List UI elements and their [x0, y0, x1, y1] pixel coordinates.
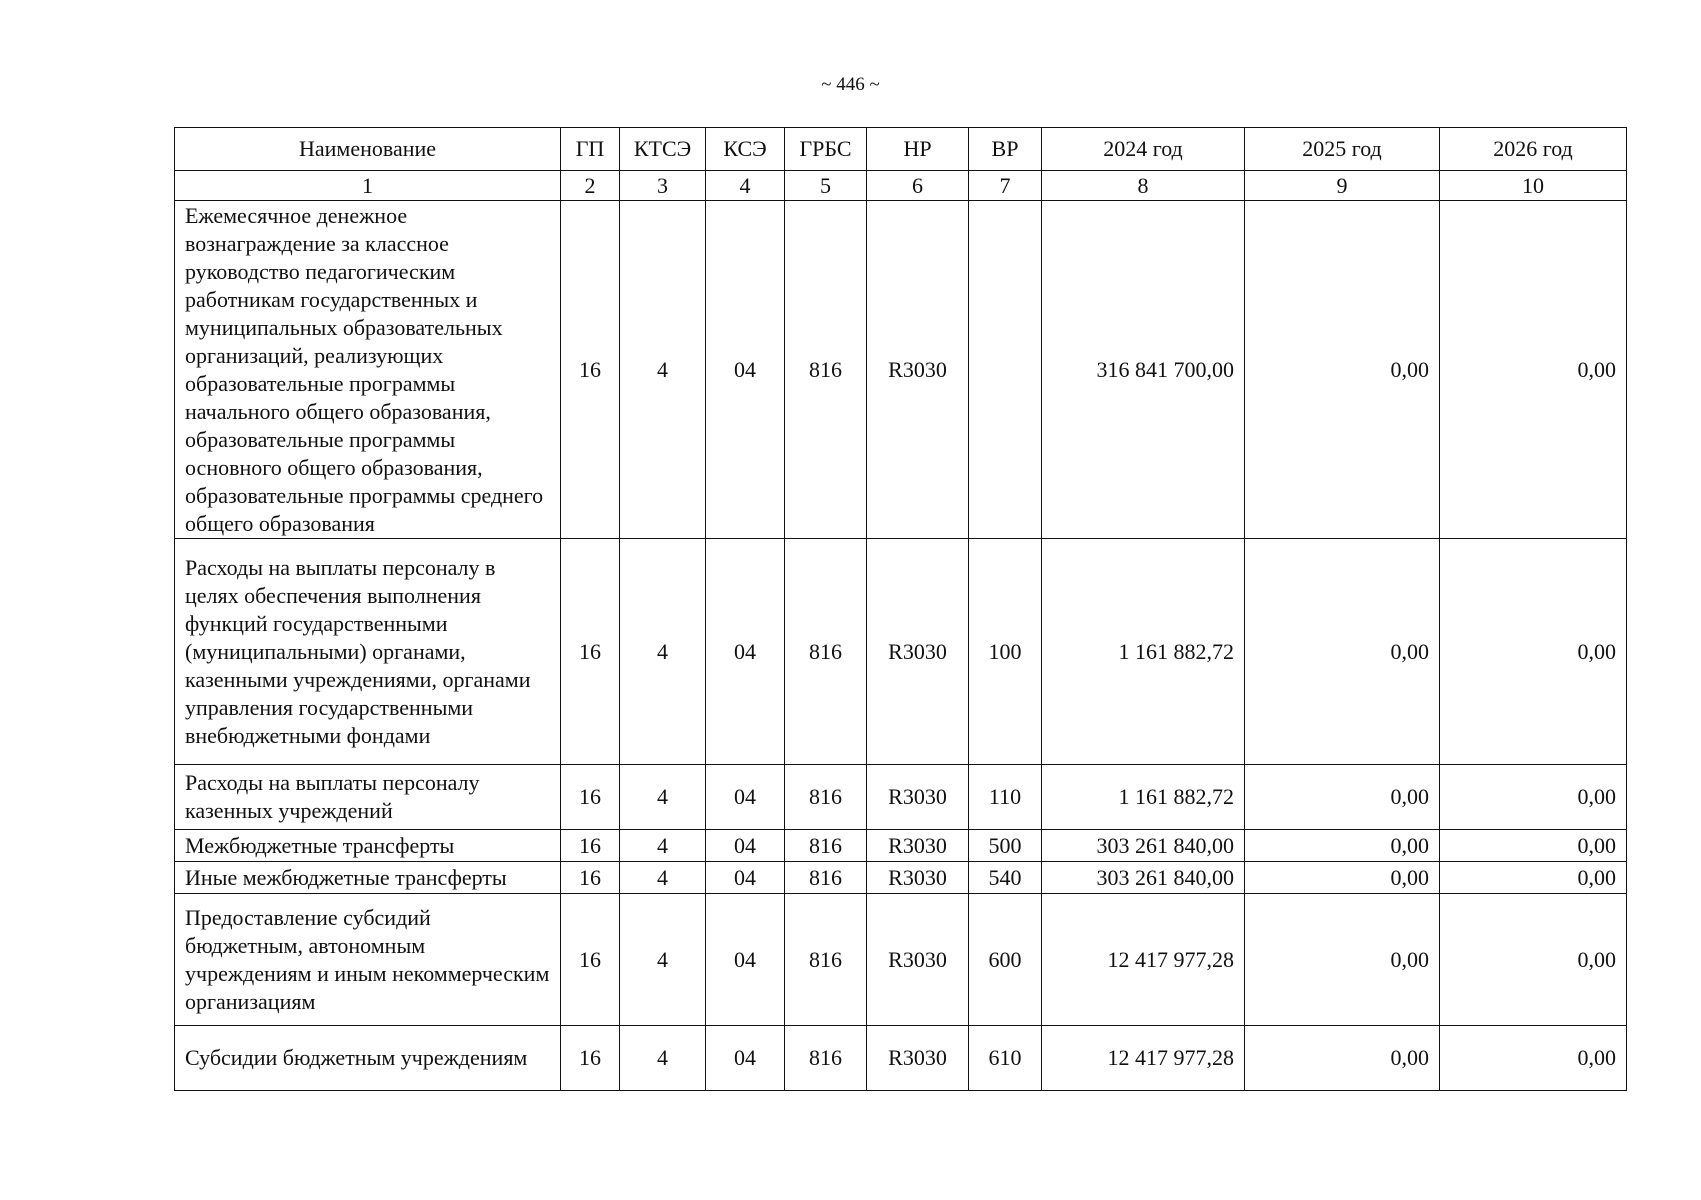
cell-gp: 16: [561, 765, 620, 830]
header-name: Наименование: [175, 128, 561, 171]
cell-ktse: 4: [620, 765, 706, 830]
cell-2026: 0,00: [1440, 830, 1627, 862]
cell-gp: 16: [561, 201, 620, 539]
cell-nr: R3030: [867, 1026, 969, 1091]
cell-grbs: 816: [785, 539, 867, 765]
cell-ktse: 4: [620, 1026, 706, 1091]
cell-2025: 0,00: [1245, 539, 1440, 765]
cell-kse: 04: [706, 539, 785, 765]
row-name: Иные межбюджетные трансферты: [175, 862, 561, 894]
cell-2025: 0,00: [1245, 894, 1440, 1026]
column-number: 3: [620, 171, 706, 201]
cell-vr: 500: [969, 830, 1042, 862]
cell-kse: 04: [706, 201, 785, 539]
row-name: Субсидии бюджетным учреждениям: [175, 1026, 561, 1091]
column-number: 10: [1440, 171, 1627, 201]
cell-2024: 303 261 840,00: [1042, 862, 1245, 894]
cell-nr: R3030: [867, 765, 969, 830]
cell-kse: 04: [706, 765, 785, 830]
table-row: [175, 539, 1627, 765]
column-number: 5: [785, 171, 867, 201]
row-name: Расходы на выплаты персоналу в целях обеспечения выполнения функций государственными (муниципальными) органами, казенными учреждениями, органами управления государственными внебюджетными фондами: [175, 539, 561, 765]
cell-vr: 600: [969, 894, 1042, 1026]
column-number: 9: [1245, 171, 1440, 201]
cell-grbs: 816: [785, 894, 867, 1026]
cell-2026: 0,00: [1440, 201, 1627, 539]
cell-2026: 0,00: [1440, 765, 1627, 830]
cell-grbs: 816: [785, 765, 867, 830]
cell-2025: 0,00: [1245, 765, 1440, 830]
cell-vr: 610: [969, 1026, 1042, 1091]
column-number: 6: [867, 171, 969, 201]
cell-nr: R3030: [867, 894, 969, 1026]
header-kse: КСЭ: [706, 128, 785, 171]
column-number: 1: [175, 171, 561, 201]
cell-2026: 0,00: [1440, 1026, 1627, 1091]
column-number: 4: [706, 171, 785, 201]
table-row: [175, 1026, 1627, 1091]
cell-nr: R3030: [867, 830, 969, 862]
header-row: [175, 128, 1627, 171]
cell-2025: 0,00: [1245, 201, 1440, 539]
cell-2024: 12 417 977,28: [1042, 894, 1245, 1026]
cell-vr: 540: [969, 862, 1042, 894]
cell-nr: R3030: [867, 539, 969, 765]
cell-2024: 303 261 840,00: [1042, 830, 1245, 862]
cell-vr: 100: [969, 539, 1042, 765]
table-row: [175, 765, 1627, 830]
cell-gp: 16: [561, 830, 620, 862]
table-row: [175, 894, 1627, 1026]
header-2024: 2024 год: [1042, 128, 1245, 171]
row-name: Ежемесячное денежное вознаграждение за классное руководство педагогическим работникам государственных и муниципальных образовательных организаций, реализующих образовательные программы начального общего образования, образовательные программы основного общего образования, образовательные программы среднего общего образования: [175, 201, 561, 539]
cell-nr: R3030: [867, 862, 969, 894]
cell-nr: R3030: [867, 201, 969, 539]
table-row: [175, 201, 1627, 539]
row-name: Межбюджетные трансферты: [175, 830, 561, 862]
cell-kse: 04: [706, 830, 785, 862]
cell-2026: 0,00: [1440, 894, 1627, 1026]
cell-grbs: 816: [785, 201, 867, 539]
cell-grbs: 816: [785, 1026, 867, 1091]
cell-ktse: 4: [620, 894, 706, 1026]
row-name: Предоставление субсидий бюджетным, автономным учреждениям и иным некоммерческим организациям: [175, 894, 561, 1026]
header-nr: НР: [867, 128, 969, 171]
cell-grbs: 816: [785, 830, 867, 862]
header-2025: 2025 год: [1245, 128, 1440, 171]
cell-ktse: 4: [620, 539, 706, 765]
cell-gp: 16: [561, 1026, 620, 1091]
cell-kse: 04: [706, 862, 785, 894]
cell-ktse: 4: [620, 862, 706, 894]
cell-gp: 16: [561, 862, 620, 894]
cell-vr: 110: [969, 765, 1042, 830]
cell-ktse: 4: [620, 830, 706, 862]
cell-2025: 0,00: [1245, 1026, 1440, 1091]
cell-ktse: 4: [620, 201, 706, 539]
column-number: 7: [969, 171, 1042, 201]
cell-2026: 0,00: [1440, 539, 1627, 765]
cell-gp: 16: [561, 539, 620, 765]
cell-2024: 316 841 700,00: [1042, 201, 1245, 539]
cell-2025: 0,00: [1245, 830, 1440, 862]
cell-2026: 0,00: [1440, 862, 1627, 894]
header-2026: 2026 год: [1440, 128, 1627, 171]
header-vr: ВР: [969, 128, 1042, 171]
column-number: 2: [561, 171, 620, 201]
header-ktse: КТСЭ: [620, 128, 706, 171]
header-grbs: ГРБС: [785, 128, 867, 171]
column-number-row: [175, 171, 1627, 201]
cell-2025: 0,00: [1245, 862, 1440, 894]
budget-table: [174, 127, 1627, 1091]
cell-vr: [969, 201, 1042, 539]
cell-2024: 1 161 882,72: [1042, 539, 1245, 765]
cell-2024: 1 161 882,72: [1042, 765, 1245, 830]
header-gp: ГП: [561, 128, 620, 171]
table-row: [175, 862, 1627, 894]
cell-gp: 16: [561, 894, 620, 1026]
column-number: 8: [1042, 171, 1245, 201]
cell-grbs: 816: [785, 862, 867, 894]
page-number: ~ 446 ~: [821, 74, 880, 95]
cell-kse: 04: [706, 894, 785, 1026]
table-row: [175, 830, 1627, 862]
row-name: Расходы на выплаты персоналу казенных учреждений: [175, 765, 561, 830]
cell-kse: 04: [706, 1026, 785, 1091]
cell-2024: 12 417 977,28: [1042, 1026, 1245, 1091]
